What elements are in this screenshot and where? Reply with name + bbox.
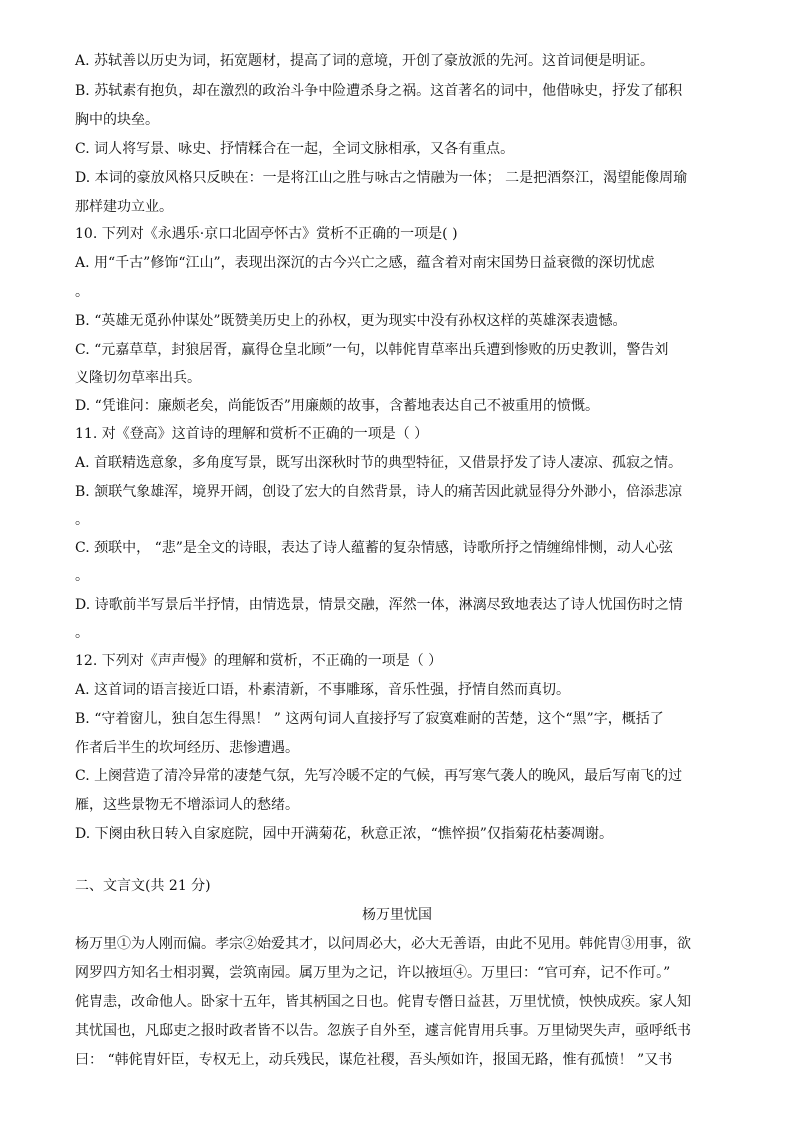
option-b-line: B. “守着窗儿，独自怎生得黑！ ” 这两句词人直接抒写了寂寞难耐的苦楚，这个“黑”字，概括了 (75, 711, 664, 727)
question-12-stem: 12. 下列对《声声慢》的理解和赏析，不正确的一项是（ ） (75, 653, 443, 669)
option-a-line: A. 苏轼善以历史为词，拓宽题材，提高了词的意境，开创了豪放派的先河。这首词便是明证。 (75, 53, 655, 69)
option-b-continuation: 。 (75, 512, 89, 528)
option-d-continuation: 。 (75, 625, 89, 641)
passage-line: 曰： “韩侂胄奸臣，专权无上，动兵残民，谋危社稷，吾头颅如许，报国无路，惟有孤愤！ ”又书 (75, 1052, 673, 1068)
option-a-line: A. 这首词的语言接近口语，朴素清新，不事雕琢，音乐性强，抒情自然而真切。 (75, 682, 571, 698)
option-c-line: C. “元嘉草草，封狼居胥，赢得仓皇北顾”一句，以韩侂胄草率出兵遭到惨败的历史教训，警告刘 (75, 342, 669, 358)
option-b-continuation: 胸中的块垒。 (75, 112, 159, 128)
question-11-stem: 11. 对《登高》这首诗的理解和赏析不正确的一项是（ ） (75, 426, 429, 442)
option-c-line: C. 词人将写景、咏史、抒情糅合在一起，全词文脉相承，又各有重点。 (75, 141, 515, 157)
option-d-line: D. 下阕由秋日转入自家庭院，园中开满菊花，秋意正浓，“憔悴损”仅指菊花枯萎凋谢。 (75, 826, 613, 842)
option-c-line: C. 颈联中， “悲”是全文的诗眼，表达了诗人蕴蓄的复杂情感，诗歌所抒之情缠绵悱恻，动人心弦 (75, 540, 673, 556)
option-d-line: D. “凭谁问：廉颇老矣，尚能饭否”用廉颇的故事，含蓄地表达自己不被重用的愤慨。 (75, 398, 599, 414)
option-b-line: B. 颔联气象雄浑，境界开阔，创设了宏大的自然背景，诗人的痛苦因此就显得分外渺小，倍添悲凉 (75, 484, 683, 500)
option-b-line: B. “英雄无觅孙仲谋处”既赞美历史上的孙权，更为现实中没有孙权这样的英雄深表遗憾。 (75, 313, 627, 329)
option-d-line: D. 本词的豪放风格只反映在：一是将江山之胜与咏古之情融为一体； 二是把酒祭江，渴望能像周瑜 (75, 170, 688, 186)
passage-line: 网罗四方知名士相羽翼，尝筑南园。属万里为之记，许以掖垣④。万里曰：“官可弃，记不作可。” (75, 965, 671, 981)
section-heading: 二、文言文(共 21 分) (75, 878, 211, 894)
option-a-continuation: 。 (75, 284, 89, 300)
option-a-line: A. 用“千古”修饰“江山”，表现出深沉的古今兴亡之感，蕴含着对南宋国势日益衰微的深切忧虑 (75, 255, 655, 271)
question-10-stem: 10. 下列对《永遇乐·京口北固亭怀古》赏析不正确的一项是( ) (75, 226, 458, 242)
passage-line: 侂胄恚，改命他人。卧家十五年，皆其柄国之日也。侂胄专僭日益甚，万里忧愤，怏怏成疾。家人知 (75, 994, 691, 1010)
option-c-continuation: 。 (75, 568, 89, 584)
option-b-line: B. 苏轼素有抱负，却在激烈的政治斗争中险遭杀身之祸。这首著名的词中，他借咏史，抒发了郁积 (75, 83, 683, 99)
option-c-continuation: 义隆切勿草率出兵。 (75, 370, 201, 386)
option-c-line: C. 上阕营造了清冷异常的凄楚气氛，先写冷暖不定的气候，再写寒气袭人的晚风，最后写南飞的过 (75, 768, 683, 784)
option-d-continuation: 那样建功立业。 (75, 199, 173, 215)
passage-line: 杨万里①为人刚而偏。孝宗②始爱其才，以问周必大，必大无善语，由此不见用。韩侂胄③用事，欲 (75, 936, 691, 952)
option-c-continuation: 雁，这些景物无不增添词人的愁绪。 (75, 797, 299, 813)
option-d-line: D. 诗歌前半写景后半抒情，由情选景，情景交融，浑然一体，淋漓尽致地表达了诗人忧国伤时之情 (75, 597, 683, 613)
passage-title: 杨万里忧国 (362, 907, 432, 923)
option-a-line: A. 首联精选意象，多角度写景，既写出深秋时节的典型特征，又借景抒发了诗人凄凉、孤寂之情。 (75, 455, 683, 471)
passage-line: 其忧国也，凡邸吏之报时政者皆不以告。忽族子自外至，遽言侂胄用兵事。万里恸哭失声，亟呼纸书 (75, 1023, 691, 1039)
option-b-continuation: 作者后半生的坎坷经历、悲惨遭遇。 (75, 740, 299, 756)
